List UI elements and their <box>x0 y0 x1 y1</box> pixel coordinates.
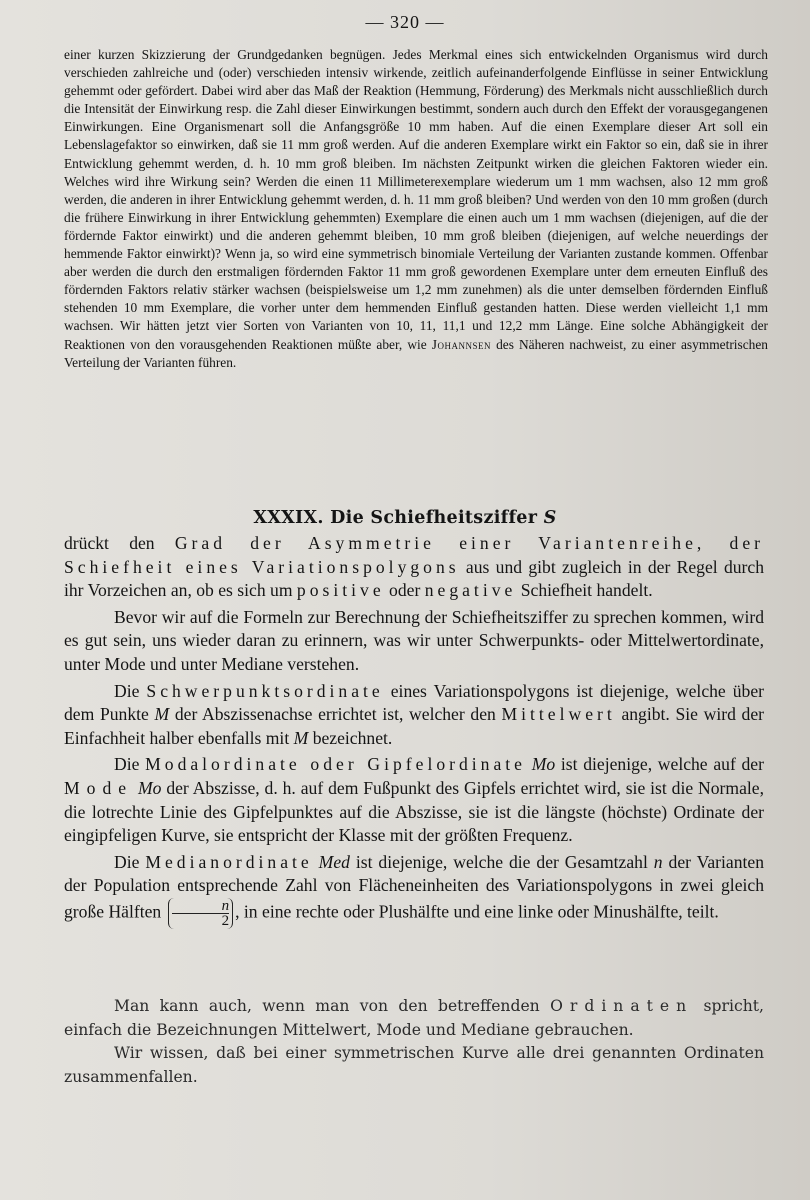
spaced-emphasis: Modalordinate oder Gipfelordinate <box>145 754 526 775</box>
text-run: ist diejenige, welche auf der <box>560 754 764 775</box>
text-run: der Abszissenachse errichtet ist, welcher den <box>174 704 496 725</box>
text-run: spricht, einfach die Bezeichnungen Mittelwert, Mode und Mediane gebrauchen. <box>64 997 764 1039</box>
math-symbol: Med <box>318 851 350 872</box>
text-run: der Abszisse, d. h. auf dem Fußpunkt des Gipfels errichtet wird, sie ist die Normale, die lotrechte Linie des Gipfelpunktes auf die Abszisse, sie ist die längste (höchste) Ordinate der eingipfeligen Kurve, sie entspricht der Klasse mit der größten Frequenz. <box>64 777 765 846</box>
paragraph-intro: Bevor wir auf die Formeln zur Berechnung der Schiefheitsziffer zu sprechen kommen, wird es gut sein, uns wieder daran zu erinnern, was wir unter Schwerpunkts- oder Mittelwertordinate, unter Mode und unter Mediane verstehen. <box>64 606 764 674</box>
paragraph-median <box>64 851 764 929</box>
text-run: aus und gibt zugleich in der Regel durch ihr Vorzeichen an, ob es sich um <box>64 556 765 601</box>
section-heading <box>0 508 810 528</box>
fraction-numerator: n <box>172 899 230 914</box>
text-run: eines Variationspolygons ist diejenige, welche über dem Punkte <box>64 680 764 725</box>
small-paragraph-text-end: des Näheren nachweist, zu einer asymmetrischen Verteilung der Varianten führen. <box>64 336 768 370</box>
section-title: XXXIX. Die Schiefheitsziffer <box>253 508 538 528</box>
text-run: Schiefheit handelt. <box>520 580 653 601</box>
math-symbol: n <box>653 851 663 872</box>
spaced-emphasis: positive <box>296 580 385 601</box>
text-run: oder <box>389 580 421 601</box>
small-paragraph-text: einer kurzen Skizzierung der Grundgedanken begnügen. Jedes Merkmal eines sich entwickelnden Organismus wird durch verschieden zahlreiche und (oder) verschieden intensiv wirkende, zeitlich aufeinanderfolgende Einflüsse in seiner Entwicklung gehemmt oder gefördert. Dabei wird aber das Maß der Reaktion (Hemmung, Förderung) des Merkmals nicht ausschließlich durch die Intensität der Einwirkung resp. die Zahl dieser Einwirkungen bestimmt, sondern auch durch den Effekt der vorausgegangenen Einwirkungen. Eine Organismenart soll die Anfangsgröße 10 mm haben. Auf die einen Exemplare dieser Art soll ein Lebenslagefaktor so einwirken, daß sie 11 mm groß werden. Auf die anderen Exemplare wirkt ein Faktor so ein, daß sie in ihrer Entwicklung gehemmt werden, d. h. 10 mm groß bleiben. Im nächsten Zeitpunkt wirken die gleichen Faktoren wieder ein. Welches wird ihre Wirkung sein? Werden die einen 11 Millimeterexemplare wiederum um 1 mm wachsen, also 12 mm groß werden, die anderen in ihrer Entwicklung gehemmt werden, d. h. 11 mm groß bleiben? Und werden von den 10 mm großen (durch die frühere Einwirkung in ihrer Entwicklung gehemmten) Exemplare die einen auch um 1 mm wachsen (diejenigen, auf die der fördernde Faktor einwirkt) und die anderen gehemmt bleiben, 10 mm groß bleiben (diejenigen, auf welche neuerdings der hemmende Faktor einwirkt)? Wenn ja, so wird eine symmetrisch binomiale Verteilung der Varianten zustande kommen. Offenbar aber werden die durch den erstmaligen fördernden Faktor 11 mm groß gewordenen Exemplare unter dem erneuten Einfluß des fördernden Faktors relativ stärker wachsen (beispielsweise um 1,2 mm zunehmen) als die unter demselben fördernden Einfluß stehenden 10 mm Exemplare, die vorher unter dem hemmenden Einfluß gestanden hatten. Diese werden vielleicht 1,1 mm wachsen. Wir hätten jetzt vier Sorten von Varianten von 10, 11, 11,1 und 12,2 mm Länge. Eine solche Abhängigkeit der Reaktionen von den vorausgehenden Reaktionen müßte aber, wie <box>64 47 768 352</box>
text-run: angibt. Sie wird der Einfachheit halber ebenfalls mit <box>64 704 765 748</box>
text-run: ist diejenige, welche die der Gesamtzahl <box>355 851 648 872</box>
fraction-n-over-2 <box>168 898 234 929</box>
paragraph-ordinaten <box>64 995 764 1042</box>
spaced-emphasis: negative <box>424 580 517 601</box>
text-run: Die <box>114 851 140 872</box>
author-name: Johannsen <box>431 336 491 352</box>
paragraph-modal <box>64 753 764 847</box>
text-run: drückt den <box>64 533 155 553</box>
text-run: , in eine rechte oder Plushälfte und eine linke oder Minushälfte, teilt. <box>235 901 719 922</box>
section-symbol: S <box>543 508 557 528</box>
paragraph-definition <box>64 532 764 603</box>
text-run: Die <box>114 680 140 701</box>
paragraph-symmetric: Wir wissen, daß bei einer symmetrischen Kurve alle drei genannten Ordinaten zusammenfallen. <box>64 1044 764 1086</box>
spaced-emphasis: Schwerpunktsordinate <box>146 680 384 701</box>
text-run: Man kann auch, wenn man von den betreffenden <box>114 997 540 1015</box>
spaced-emphasis: Grad der Asymmetrie einer Variantenreihe, der Schiefheit eines Variationspolygons <box>64 533 764 577</box>
text-run: der Varianten der Population entsprechende Zahl von Flächeneinheiten des Variationspolygons in zwei gleich große Hälften <box>64 851 764 922</box>
math-symbol: Mo <box>531 754 556 775</box>
paragraph-schwerpunkt <box>64 680 764 751</box>
page-number: — 320 — <box>365 12 445 32</box>
spaced-emphasis: Mittelwert <box>501 704 616 725</box>
math-symbol: Mo <box>137 777 162 798</box>
math-symbol: M <box>154 704 170 725</box>
spaced-emphasis: Mode <box>64 777 134 798</box>
small-print-paragraph <box>64 46 768 372</box>
text-run: bezeichnet. <box>312 727 393 748</box>
fraction-denominator: 2 <box>221 912 230 929</box>
main-text <box>64 532 764 929</box>
text-run: Die <box>114 754 140 775</box>
spaced-emphasis: Medianordinate <box>145 851 313 872</box>
spaced-emphasis: Ordinaten <box>550 997 694 1015</box>
main-text-continued <box>64 995 764 1089</box>
math-symbol: M <box>293 727 309 748</box>
